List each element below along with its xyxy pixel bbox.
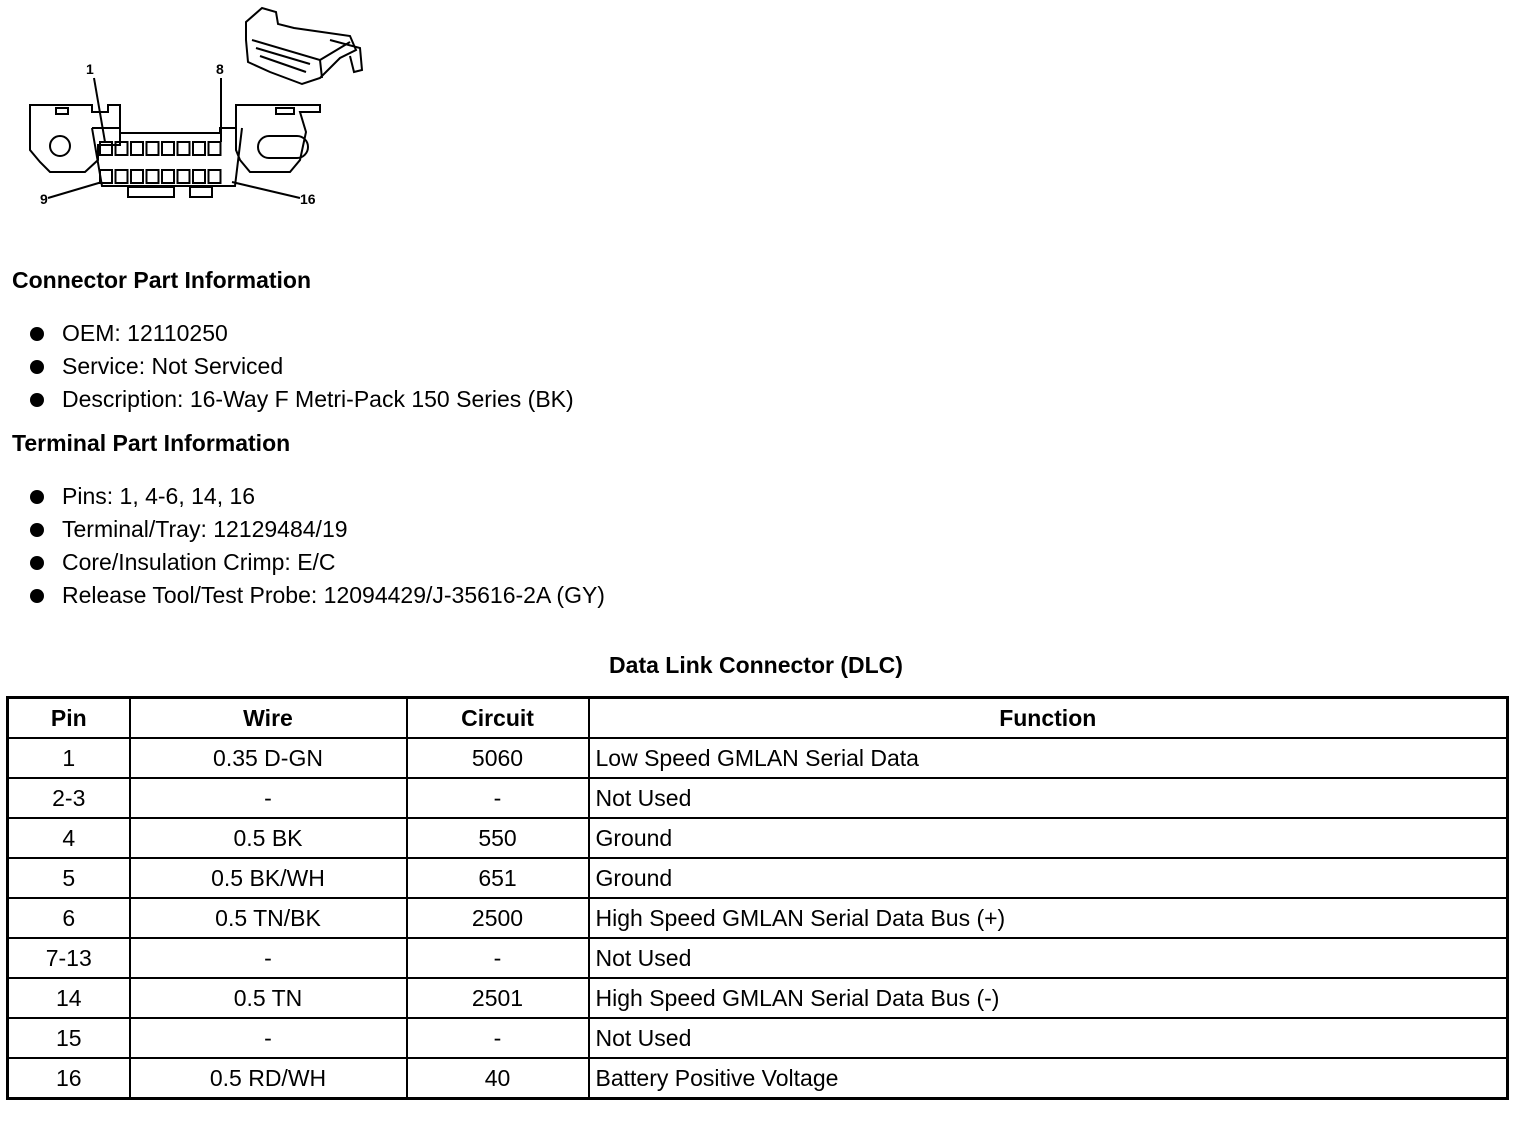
connector-diagram bbox=[20, 0, 380, 215]
table-row bbox=[8, 778, 1508, 818]
cell-function: High Speed GMLAN Serial Data Bus (+) bbox=[589, 898, 1508, 938]
cell-wire: - bbox=[130, 1018, 407, 1058]
terminal-part-info-list bbox=[30, 480, 605, 612]
pin-cavity bbox=[178, 142, 190, 155]
table-row bbox=[8, 818, 1508, 858]
connector-part-info-list bbox=[30, 317, 574, 416]
header-function: Function bbox=[589, 698, 1508, 739]
cell-circuit: 2501 bbox=[407, 978, 589, 1018]
list-item: Release Tool/Test Probe: 12094429/J-35616-2A (GY) bbox=[30, 579, 605, 612]
cell-circuit: - bbox=[407, 1018, 589, 1058]
list-item: Pins: 1, 4-6, 14, 16 bbox=[30, 480, 605, 513]
pin-cavity bbox=[116, 142, 128, 155]
cell-pin: 7-13 bbox=[8, 938, 130, 978]
cell-function: Not Used bbox=[589, 1018, 1508, 1058]
list-item: Terminal/Tray: 12129484/19 bbox=[30, 513, 605, 546]
cell-pin: 14 bbox=[8, 978, 130, 1018]
cell-pin: 16 bbox=[8, 1058, 130, 1099]
bullet-icon bbox=[30, 490, 44, 504]
table-row bbox=[8, 738, 1508, 778]
cell-wire: 0.5 BK/WH bbox=[130, 858, 407, 898]
dlc-pinout-table bbox=[6, 696, 1509, 1100]
bullet-icon bbox=[30, 360, 44, 374]
pin-cavity bbox=[193, 170, 205, 183]
pin-cavity bbox=[209, 142, 221, 155]
table-header-row bbox=[8, 698, 1508, 739]
table-row bbox=[8, 898, 1508, 938]
pin-cavity bbox=[116, 170, 128, 183]
cell-wire: - bbox=[130, 938, 407, 978]
cell-function: Not Used bbox=[589, 938, 1508, 978]
cell-circuit: - bbox=[407, 938, 589, 978]
pin-cavity bbox=[100, 142, 112, 155]
bullet-icon bbox=[30, 327, 44, 341]
cell-circuit: - bbox=[407, 778, 589, 818]
cell-function: Not Used bbox=[589, 778, 1508, 818]
cell-pin: 15 bbox=[8, 1018, 130, 1058]
pin-label-16: 16 bbox=[300, 191, 316, 207]
header-wire: Wire bbox=[130, 698, 407, 739]
list-item: Core/Insulation Crimp: E/C bbox=[30, 546, 605, 579]
pin-label-9: 9 bbox=[40, 191, 48, 207]
connector-part-info-heading: Connector Part Information bbox=[12, 267, 312, 293]
table-row bbox=[8, 1058, 1508, 1099]
pin-cavity bbox=[193, 142, 205, 155]
pin-cavity bbox=[131, 170, 143, 183]
cell-pin: 1 bbox=[8, 738, 130, 778]
cell-wire: 0.35 D-GN bbox=[130, 738, 407, 778]
cell-wire: 0.5 RD/WH bbox=[130, 1058, 407, 1099]
cell-function: High Speed GMLAN Serial Data Bus (-) bbox=[589, 978, 1508, 1018]
cell-wire: 0.5 TN bbox=[130, 978, 407, 1018]
table-title: Data Link Connector (DLC) bbox=[609, 652, 903, 678]
bullet-icon bbox=[30, 589, 44, 603]
pin-cavity bbox=[147, 170, 159, 183]
pin-cavity bbox=[178, 170, 190, 183]
bullet-icon bbox=[30, 556, 44, 570]
cell-wire: 0.5 BK bbox=[130, 818, 407, 858]
cell-pin: 4 bbox=[8, 818, 130, 858]
bullet-icon bbox=[30, 393, 44, 407]
pin-label-8: 8 bbox=[216, 61, 224, 77]
cell-function: Ground bbox=[589, 818, 1508, 858]
cell-pin: 6 bbox=[8, 898, 130, 938]
table-row bbox=[8, 1018, 1508, 1058]
cell-pin: 2-3 bbox=[8, 778, 130, 818]
list-item: Description: 16-Way F Metri-Pack 150 Series (BK) bbox=[30, 383, 574, 416]
cell-circuit: 550 bbox=[407, 818, 589, 858]
cell-circuit: 2500 bbox=[407, 898, 589, 938]
pin-cavity bbox=[209, 170, 221, 183]
pin-label-1: 1 bbox=[86, 61, 94, 77]
cell-circuit: 5060 bbox=[407, 738, 589, 778]
terminal-part-info-heading: Terminal Part Information bbox=[12, 430, 291, 456]
pin-cavity bbox=[147, 142, 159, 155]
table-row bbox=[8, 858, 1508, 898]
cell-circuit: 651 bbox=[407, 858, 589, 898]
cell-pin: 5 bbox=[8, 858, 130, 898]
cell-circuit: 40 bbox=[407, 1058, 589, 1099]
bullet-icon bbox=[30, 523, 44, 537]
list-item: OEM: 12110250 bbox=[30, 317, 574, 350]
pin-cavity bbox=[162, 170, 174, 183]
cell-wire: 0.5 TN/BK bbox=[130, 898, 407, 938]
table-row bbox=[8, 938, 1508, 978]
pin-cavity bbox=[162, 142, 174, 155]
table-row bbox=[8, 978, 1508, 1018]
list-item: Service: Not Serviced bbox=[30, 350, 574, 383]
header-circuit: Circuit bbox=[407, 698, 589, 739]
cell-function: Low Speed GMLAN Serial Data bbox=[589, 738, 1508, 778]
header-pin: Pin bbox=[8, 698, 130, 739]
cell-function: Ground bbox=[589, 858, 1508, 898]
cell-wire: - bbox=[130, 778, 407, 818]
cell-function: Battery Positive Voltage bbox=[589, 1058, 1508, 1099]
pin-cavity bbox=[131, 142, 143, 155]
